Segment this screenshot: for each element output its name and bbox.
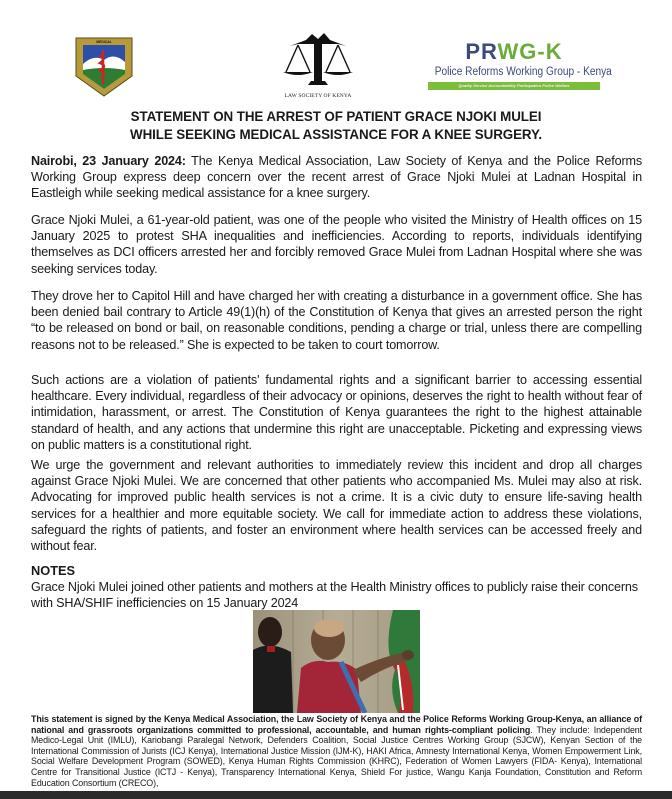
signatories-list: . They include: Independent Medico-Legal Unit (IMLU), Kariobangi Paralegal Network, Defenders Coalition, Social Justice Centres Working Group (SJCW), Kenyan Section of the International Commission of Jurists (ICJ Kenya), International Justice Mission (IJM-K), HAKI Africa, Amnesty International Kenya, Women Empowerment Link, Social Welfare Development Program (SOWED), Kenya Human Rights Commission (KHRC), Federation of Women Lawyers (FIDA- Kenya), International Centre for Transitional Justice (ICTJ - Kenya), Transparency International Kenya, Shield For justice, Wangu Kanja Foundation, Constitution and Reform Education Consortium (CRECO), [31,724,642,788]
notes-heading: NOTES [31,563,76,578]
protest-photo [253,610,420,713]
paragraph-1-text: The Kenya Medical Association, Law Society of Kenya and the Police Reforms Working Group express deep concern over the recent arrest of Grace Njoki Mulei at Ladnan Hospital in Eastleigh while seeking medical assistance for a knee surgery. [31,154,642,201]
prwg-wordmark [424,40,604,64]
kma-shield-icon [74,36,134,98]
prwg-mark-left: PR [465,39,498,64]
prwg-tagline: Quality Service Accountability Participation Police Welfare [428,82,600,90]
title-line-1: STATEMENT ON THE ARREST OF PATIENT GRACE NJOKI MULEI [130,109,542,124]
photo-illustration-icon [253,610,420,713]
paragraph-1 [31,153,642,202]
prwg-mark-right: WG-K [497,39,563,64]
paragraph-4: Such actions are a violation of patients' fundamental rights and a significant barrier to accessing essential healthcare. Every individual, regardless of their advocacy or opinions, deserves the right to health without fear of intimidation, harassment, or arrest. The Constitution of Kenya guarantees the right to the highest attainable standard of health, and any actions that undermine this right are unacceptable. Picketing and expressing views on public matters is a constitutional right. [31,373,642,452]
prwg-name: Police Reforms Working Group - Kenya [434,66,612,78]
notes-text: Grace Njoki Mulei joined other patients and mothers at the Health Ministry offices to publicly raise their concerns with SHA/SHIF inefficiencies on 15 January 2024 [31,580,638,611]
statement-title [0,108,672,144]
scales-of-justice-icon [268,30,368,92]
law-society-of-kenya-logo [268,30,368,102]
signatories-lead: This statement is signed by the Kenya Medical Association, the Law Society of Kenya and the Police Reforms Working Group-Kenya, an alliance of national and grassroots organizations committed to professional, accountable, and human rights-compliant policing [31,714,642,735]
kenya-medical-association-logo [74,36,134,98]
signatories-statement [31,714,642,788]
dateline: Nairobi, 23 January 2024: [31,154,186,168]
paragraph-3: They drove her to Capitol Hill and have charged her with creating a disturbance in a government office. She has been denied bail contrary to Article 49(1)(h) of the Constitution of Kenya that gives an arrested person the right “to be released on bond or bail, on reasonable conditions, pending a charge or trial, unless there are compelling reasons not to be released.” She is expected to be taken to court tomorrow. [31,289,642,352]
police-reforms-working-group-logo [424,39,612,96]
lsk-label: LAW SOCIETY OF KENYA [284,93,352,99]
svg-text:MEDICAL: MEDICAL [96,40,112,44]
title-line-2: WHILE SEEKING MEDICAL ASSISTANCE FOR A KNEE SURGERY. [130,127,542,142]
paragraph-2: Grace Njoki Mulei, a 61-year-old patient, was one of the people who visited the Ministry of Health offices on 15 January 2025 to protest SHA inequalities and inefficiencies. According to reports, individuals identifying themselves as DCI officers arrested her and forcibly removed Grace Mulei from Ladnan Hospital where she was seeking services today. [31,213,642,276]
paragraph-5: We urge the government and relevant authorities to immediately review this incident and drop all charges against Grace Njoki Mulei. We are concerned that other patients who accompanied Ms. Mulei may also at risk. Advocating for improved public health services is not a crime. It is a civic duty to ensure life-saving health services for a healthier and more equitable society. We call for immediate action to address these violations, safeguard the rights of patients, and foster an environment where health services can be accessed freely and without fear. [31,458,642,554]
page-bottom-edge [0,791,672,799]
